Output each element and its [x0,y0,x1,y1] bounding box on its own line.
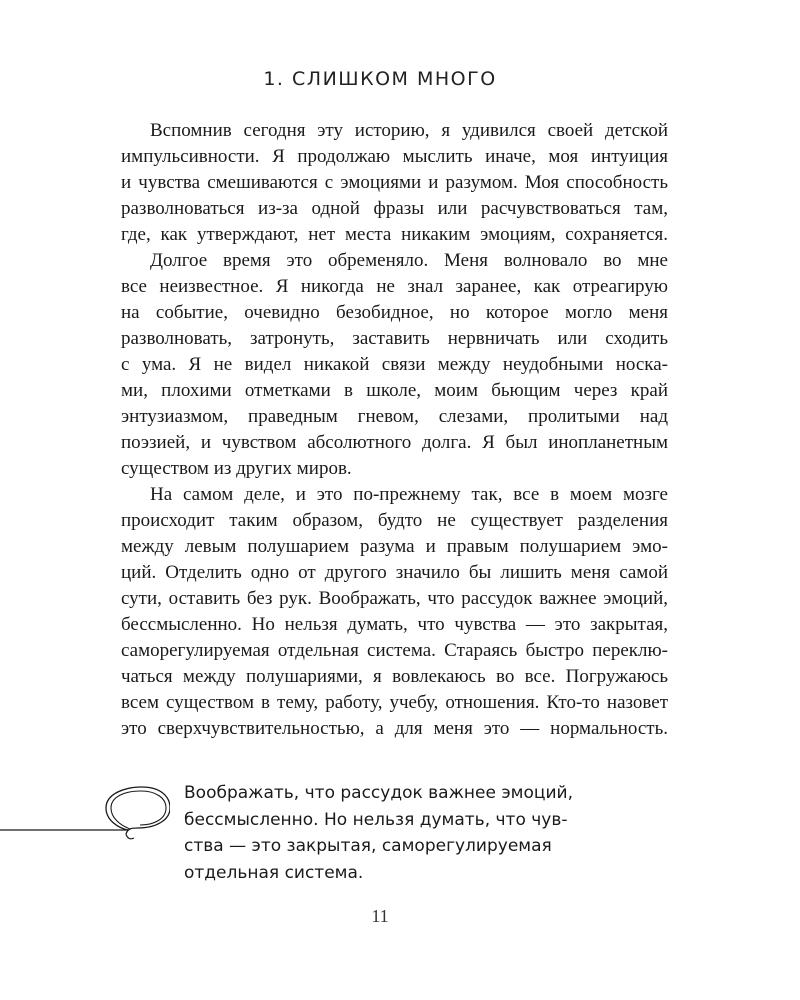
pull-quote-line: бессмысленно. Но нельзя думать, что чув- [184,809,568,830]
text-line: с ума. Я не видел никакой связи между неудобными носка- [121,354,668,375]
pull-quote-line: Воображать, что рассудок важнее эмоций, [184,783,573,803]
speech-bubble-icon [0,782,170,844]
text-line: саморегулируемая отдельная система. Стараясь быстро переклю- [121,640,668,661]
text-line: где, как утверждают, нет места никаким эмоциям, сохраняется. [121,224,668,245]
text-line: На самом деле, и это по-прежнему так, все в моем мозге [150,484,668,505]
pull-quote-line: ства — это закрытая, саморегулируемая [184,836,552,856]
text-line: импульсивности. Я продолжаю мыслить иначе, моя интуиция [121,146,668,167]
text-line: происходит таким образом, будто не существует разделения [121,510,668,531]
running-head: 1. СЛИШКОМ МНОГО [263,68,497,90]
text-line: разволновать, затронуть, заставить нервничать или сходить [121,328,668,349]
text-line: поэзией, и чувством абсолютного долга. Я был инопланетным [121,432,668,453]
text-line: существом из других миров. [121,458,352,479]
text-line: и чувства смешиваются с эмоциями и разумом. Моя способность [121,172,668,193]
text-line: разволноваться из-за одной фразы или расчувствоваться там, [121,198,668,219]
text-line: это сверхчувствительностью, а для меня это — нормальность. [121,718,668,739]
paragraph-3 [92,482,668,742]
pull-quote-line: отдельная система. [184,862,364,883]
text-line: все неизвестное. Я никогда не знал заранее, как отреагирую [121,276,668,297]
text-line: ций. Отделить одно от другого значило бы лишить меня самой [121,562,668,583]
text-line: на событие, очевидно безобидное, но которое могло меня [121,302,668,323]
text-line: Долгое время это обременяло. Меня волновало во мне [150,250,668,271]
text-line: всем существом в тему, работу, учебу, отношения. Кто-то назовет [121,692,668,713]
text-line: Вспомнив сегодня эту историю, я удивился своей детской [150,120,668,141]
paragraph-1 [92,118,668,248]
text-line: энтузиазмом, праведным гневом, слезами, пролитыми над [121,406,668,427]
text-line: бессмысленно. Но нельзя думать, что чувства — это закрытая, [121,614,668,635]
body-text [92,118,668,742]
page-number: 11 [371,906,389,926]
text-line: между левым полушарием разума и правым полушарием эмо- [121,536,668,557]
text-line: чаться между полушариями, я вовлекаюсь во все. Погружаюсь [121,666,668,687]
pull-quote [184,780,644,886]
text-line: ми, плохими отметками в школе, моим бьющим через край [121,380,668,401]
paragraph-2 [92,248,668,482]
text-line: сути, оставить без рук. Воображать, что рассудок важнее эмоций, [121,588,668,609]
